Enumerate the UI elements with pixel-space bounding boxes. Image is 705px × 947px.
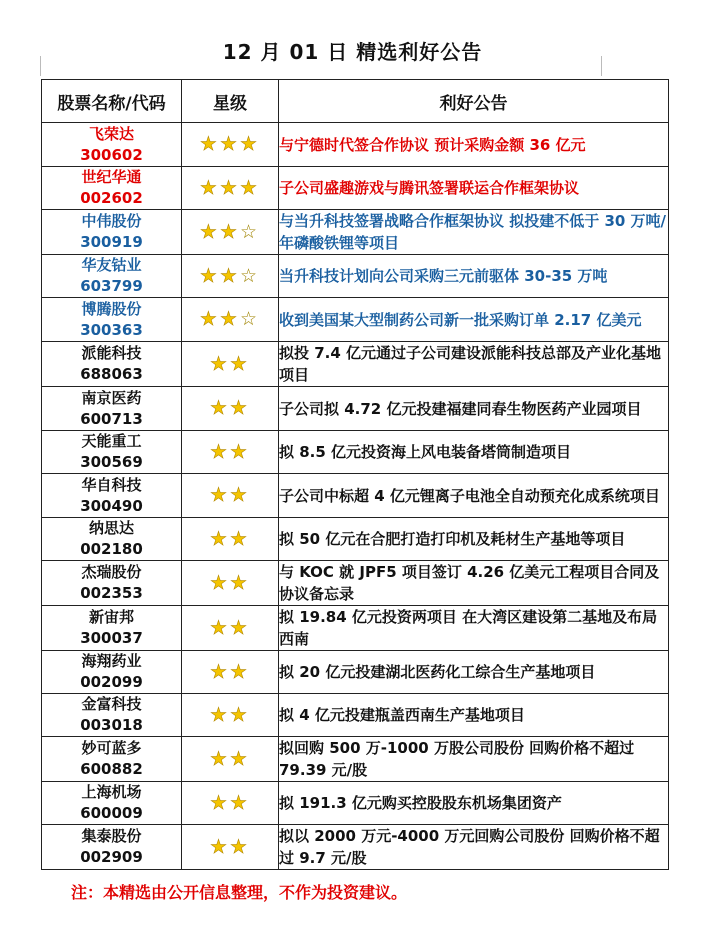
star-filled-icon: ★ (230, 660, 251, 683)
stock-name: 世纪华通 (81, 168, 142, 186)
star-filled-icon: ★ (209, 397, 230, 419)
stock-code: 600882 (80, 760, 143, 778)
star-filled-icon: ★ (230, 571, 251, 594)
table-row (42, 167, 669, 210)
stock-name: 华自科技 (81, 475, 142, 494)
star-rating (182, 387, 279, 431)
stock-name: 妙可蓝多 (81, 739, 142, 757)
star-filled-icon: ★ (230, 440, 251, 463)
stock-cell (42, 651, 182, 694)
table-row (42, 561, 669, 606)
star-filled-icon: ★ (199, 220, 220, 243)
announcement-table (41, 79, 669, 870)
stock-code: 603799 (80, 277, 143, 295)
header-rating: 星级 (182, 80, 279, 123)
star-filled-icon: ★ (199, 176, 220, 199)
stock-code: 300602 (80, 145, 143, 164)
star-filled-icon: ★ (209, 571, 230, 594)
stock-code: 002099 (80, 673, 143, 691)
star-rating (182, 606, 279, 651)
star-rating (182, 737, 279, 782)
corner-mark-right (601, 56, 602, 76)
star-filled-icon: ★ (209, 484, 230, 506)
star-filled-icon: ★ (230, 397, 251, 419)
stock-code: 300490 (80, 496, 143, 515)
stock-cell (42, 167, 182, 210)
star-filled-icon: ★ (230, 791, 251, 814)
stock-name: 新宙邦 (88, 608, 134, 626)
star-filled-icon: ★ (240, 176, 261, 199)
star-rating (182, 694, 279, 737)
star-rating (182, 474, 279, 518)
stock-cell (42, 737, 182, 782)
announcement-text: 与宁德时代签合作协议 预计采购金额 36 亿元 (279, 123, 669, 167)
star-filled-icon: ★ (219, 264, 241, 287)
announcement-text: 收到美国某大型制药公司新一批采购订单 2.17 亿美元 (279, 298, 669, 342)
stock-name: 南京医药 (81, 388, 142, 407)
star-filled-icon: ★ (230, 747, 251, 770)
star-rating (182, 431, 279, 474)
star-filled-icon: ★ (230, 527, 251, 550)
stock-cell (42, 518, 182, 561)
table-row (42, 210, 669, 255)
star-filled-icon: ★ (219, 308, 241, 330)
stock-cell (42, 431, 182, 474)
table-row (42, 431, 669, 474)
stock-code: 300569 (80, 453, 143, 471)
stock-cell (42, 123, 182, 167)
star-rating (182, 651, 279, 694)
star-filled-icon: ★ (230, 484, 251, 506)
stock-cell (42, 298, 182, 342)
star-rating (182, 825, 279, 870)
star-rating (182, 561, 279, 606)
star-filled-icon: ★ (230, 616, 251, 639)
stock-code: 002353 (80, 584, 143, 602)
stock-cell (42, 474, 182, 518)
stock-cell (42, 342, 182, 387)
star-empty-icon: ☆ (240, 264, 261, 287)
star-filled-icon: ★ (209, 791, 230, 814)
star-filled-icon: ★ (199, 264, 220, 287)
star-filled-icon: ★ (219, 133, 241, 155)
corner-mark-left (40, 56, 41, 76)
announcement-text: 拟 20 亿元投建湖北医药化工综合生产基地项目 (279, 651, 669, 694)
star-rating (182, 167, 279, 210)
announcement-text: 当升科技计划向公司采购三元前驱体 30-35 万吨 (279, 255, 669, 298)
announcement-text: 子公司拟 4.72 亿元投建福建同春生物医药产业园项目 (279, 387, 669, 431)
stock-name: 纳思达 (88, 519, 134, 537)
stock-code: 600713 (80, 409, 143, 428)
stock-code: 002909 (80, 848, 143, 866)
star-filled-icon: ★ (230, 703, 251, 726)
table-row (42, 123, 669, 167)
stock-name: 中伟股份 (81, 212, 142, 230)
stock-name: 天能重工 (81, 432, 142, 450)
star-filled-icon: ★ (199, 308, 220, 330)
table-row (42, 387, 669, 431)
stock-code: 002602 (80, 189, 143, 207)
star-filled-icon: ★ (199, 133, 220, 155)
table-row (42, 518, 669, 561)
table-row (42, 694, 669, 737)
star-rating (182, 123, 279, 167)
announcement-text: 拟 4 亿元投建瓶盖西南生产基地项目 (279, 694, 669, 737)
star-filled-icon: ★ (209, 660, 230, 683)
stock-name: 上海机场 (81, 783, 142, 801)
table-header-row (42, 80, 669, 123)
table-row (42, 255, 669, 298)
stock-name: 金富科技 (81, 695, 142, 713)
stock-name: 飞荣达 (88, 124, 134, 143)
announcement-text: 拟以 2000 万元-4000 万元回购公司股份 回购价格不超过 9.7 元/股 (279, 825, 669, 870)
star-filled-icon: ★ (209, 747, 230, 770)
star-filled-icon: ★ (219, 220, 241, 243)
stock-cell (42, 561, 182, 606)
stock-code: 300363 (80, 320, 143, 339)
star-filled-icon: ★ (209, 703, 230, 726)
stock-cell (42, 825, 182, 870)
header-news: 利好公告 (279, 80, 669, 123)
stock-cell (42, 606, 182, 651)
table-row (42, 782, 669, 825)
announcement-text: 拟 19.84 亿元投资两项目 在大湾区建设第二基地及布局西南 (279, 606, 669, 651)
star-rating (182, 210, 279, 255)
stock-code: 300919 (80, 233, 143, 251)
star-filled-icon: ★ (209, 352, 230, 375)
page-title: 12 月 01 日 精选利好公告 (222, 40, 483, 64)
star-rating (182, 782, 279, 825)
stock-cell (42, 255, 182, 298)
table-row (42, 737, 669, 782)
stock-code: 002180 (80, 540, 143, 558)
disclaimer-note: 注：本精选由公开信息整理，不作为投资建议。 (71, 883, 408, 902)
table-row (42, 825, 669, 870)
star-empty-icon: ☆ (240, 308, 261, 330)
announcement-text: 拟 191.3 亿元购买控股股东机场集团资产 (279, 782, 669, 825)
star-filled-icon: ★ (230, 835, 251, 858)
stock-name: 集泰股份 (81, 827, 142, 845)
stock-name: 杰瑞股份 (81, 563, 142, 581)
announcement-text: 子公司盛趣游戏与腾讯签署联运合作框架协议 (279, 167, 669, 210)
stock-cell (42, 210, 182, 255)
star-filled-icon: ★ (230, 352, 251, 375)
announcement-text: 拟 8.5 亿元投资海上风电装备塔筒制造项目 (279, 431, 669, 474)
stock-name: 华友钴业 (81, 256, 142, 274)
star-filled-icon: ★ (219, 176, 241, 199)
announcement-text: 拟 50 亿元在合肥打造打印机及耗材生产基地等项目 (279, 518, 669, 561)
announcement-text: 与 KOC 就 JPF5 项目签订 4.26 亿美元工程项目合同及协议备忘录 (279, 561, 669, 606)
announcement-text: 拟投 7.4 亿元通过子公司建设派能科技总部及产业化基地项目 (279, 342, 669, 387)
table-row (42, 474, 669, 518)
header-stock-name: 股票名称/代码 (42, 80, 182, 123)
table-row (42, 298, 669, 342)
stock-cell (42, 387, 182, 431)
stock-name: 博腾股份 (81, 299, 142, 318)
stock-name: 派能科技 (81, 344, 142, 362)
star-rating (182, 298, 279, 342)
star-rating (182, 342, 279, 387)
table-row (42, 342, 669, 387)
table-row (42, 651, 669, 694)
star-rating (182, 518, 279, 561)
announcement-text: 与当升科技签署战略合作框架协议 拟投建不低于 30 万吨/年磷酸铁锂等项目 (279, 210, 669, 255)
stock-code: 003018 (80, 716, 143, 734)
star-filled-icon: ★ (209, 835, 230, 858)
stock-code: 600009 (80, 804, 143, 822)
stock-cell (42, 782, 182, 825)
stock-cell (42, 694, 182, 737)
star-filled-icon: ★ (209, 616, 230, 639)
table-row (42, 606, 669, 651)
star-empty-icon: ☆ (240, 220, 261, 243)
star-filled-icon: ★ (209, 527, 230, 550)
star-filled-icon: ★ (209, 440, 230, 463)
stock-code: 688063 (80, 365, 143, 383)
star-rating (182, 255, 279, 298)
stock-code: 300037 (80, 629, 143, 647)
announcement-text: 子公司中标超 4 亿元锂离子电池全自动预充化成系统项目 (279, 474, 669, 518)
announcement-text: 拟回购 500 万-1000 万股公司股份 回购价格不超过 79.39 元/股 (279, 737, 669, 782)
star-filled-icon: ★ (240, 133, 261, 155)
stock-name: 海翔药业 (81, 652, 142, 670)
